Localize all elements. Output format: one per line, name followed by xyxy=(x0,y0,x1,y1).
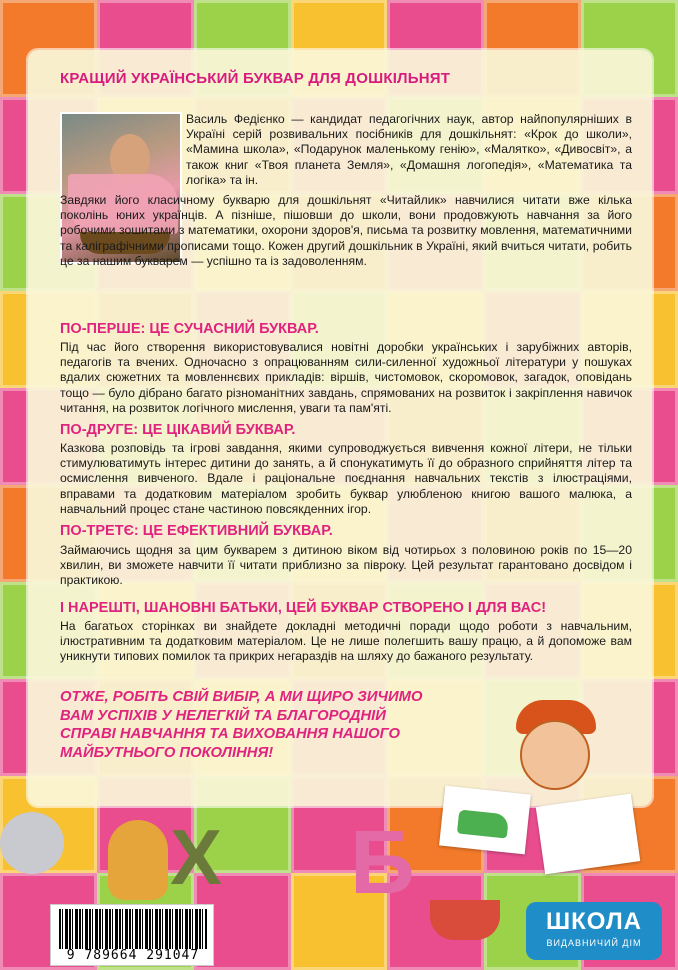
section-text-3: Займаючись щодня за цим букварем з дитиною віком від чотирьох з половиною років по 15—20 хвилин, ви зможете навчити її читати приблизно за півроку. Цей результат гарантовано досвідом і практикою. xyxy=(60,543,632,588)
page-title: КРАЩИЙ УКРАЇНСЬКИЙ БУКВАР ДЛЯ ДОШКІЛЬНЯТ xyxy=(60,70,451,87)
section-text-4: На багатьох сторінках ви знайдете докладні методичні поради щодо роботи з навчальним, ілюстративним та додатковим матеріалом. Це не лише полегшить вашу працю, а й допоможе вам уникнути типових помилок та прикрих негараздів на шляху до бажаного результату. xyxy=(60,619,632,664)
cheetah-illustration xyxy=(108,820,168,900)
boy-illustration xyxy=(520,720,590,790)
isbn-number: 9 789664 291047 xyxy=(66,948,200,963)
publisher-logo xyxy=(526,902,662,960)
ship-drawing-illustration xyxy=(536,794,641,875)
mouse-illustration xyxy=(0,812,64,874)
section-heading-2: ПО-ДРУГЕ: ЦЕ ЦІКАВИЙ БУКВАР. xyxy=(60,422,296,438)
section-heading-3: ПО-ТРЕТЄ: ЦЕ ЕФЕКТИВНИЙ БУКВАР. xyxy=(60,523,333,539)
barcode xyxy=(50,904,214,966)
author-bio: Василь Федієнко — кандидат педагогічних наук, автор найпопулярніших в Україні серій розвивальних посібників для дошкільнят: «Крок до школи», «Мамина школа», «Подарунок маленькому генію», «Малятко», «Дивосвіт», а також книг «Твоя планета Земля», «Домашня логопедія», «Математика та логіка» та ін. xyxy=(186,112,632,187)
section-text-2: Казкова розповідь та ігрові завдання, якими супроводжується вивчення кожної літери, не тільки стимулюватимуть інтерес дитини до занять, а й спонукатимуть її до образного сприйняття літер та осмислення вивченого. Вдале і раціональне поєднання навчальних текстів з ілюстраціями, вправами та додатковим матеріалом зробить буквар улюбленою книгою вашого малюка, а навчальний процес стане частиною повсякденних ігор. xyxy=(60,441,632,516)
letter-x-illustration: Х xyxy=(170,813,223,901)
author-bio-continued: Завдяки його класичному букварю для дошкільнят «Читайлик» навчилися читати вже кілька поколінь юних українців. А пізніше, пішовши до школи, вони продовжують навчання за його робочими зошитами з математики, охорони здоров'я, письма та розвитку мовлення, математичними та каліграфічними прописами тощо. Кожен другий дошкільник в Україні, який вчиться читати, робить це за нашим букварем — успішно та із задоволенням. xyxy=(60,193,632,268)
closing-message: ОТЖЕ, РОБІТЬ СВІЙ ВИБІР, А МИ ЩИРО ЗИЧИМО ВАМ УСПІХІВ У НЕЛЕГКІЙ ТА БЛАГОРОДНІЙ СПРАВІ НАВЧАННЯ ТА ВИХОВАННЯ НАШОГО МАЙБУТНЬОГО ПОКОЛІННЯ! xyxy=(60,689,423,761)
barcode-bars xyxy=(59,909,207,949)
publisher-subtitle: ВИДАВНИЧИЙ ДІМ xyxy=(546,938,642,948)
section-heading-4: І НАРЕШТІ, ШАНОВНІ БАТЬКИ, ЦЕЙ БУКВАР СТВОРЕНО І ДЛЯ ВАС! xyxy=(60,600,547,616)
section-heading-1: ПО-ПЕРШЕ: ЦЕ СУЧАСНИЙ БУКВАР. xyxy=(60,321,319,337)
letter-b-illustration: Б xyxy=(350,813,415,913)
toy-ship-illustration xyxy=(430,900,500,940)
section-text-1: Під час його створення використовувалися новітні доробки українських і зарубіжних авторів, педагогів та вчених. Одночасно з опрацюванням сили-силенної художньої літератури у пошуках вдалих сюжетних та мовленнєвих прикладів: віршів, чистомовок, скоромовок, загадок, оповідань тощо — було дібрано багато різноманітних завдань, спрямованих на розвиток і закріплення навичок читання, на розвиток логічного мислення, уваги та пам'яті. xyxy=(60,340,632,415)
publisher-name: ШКОЛА xyxy=(545,908,642,935)
